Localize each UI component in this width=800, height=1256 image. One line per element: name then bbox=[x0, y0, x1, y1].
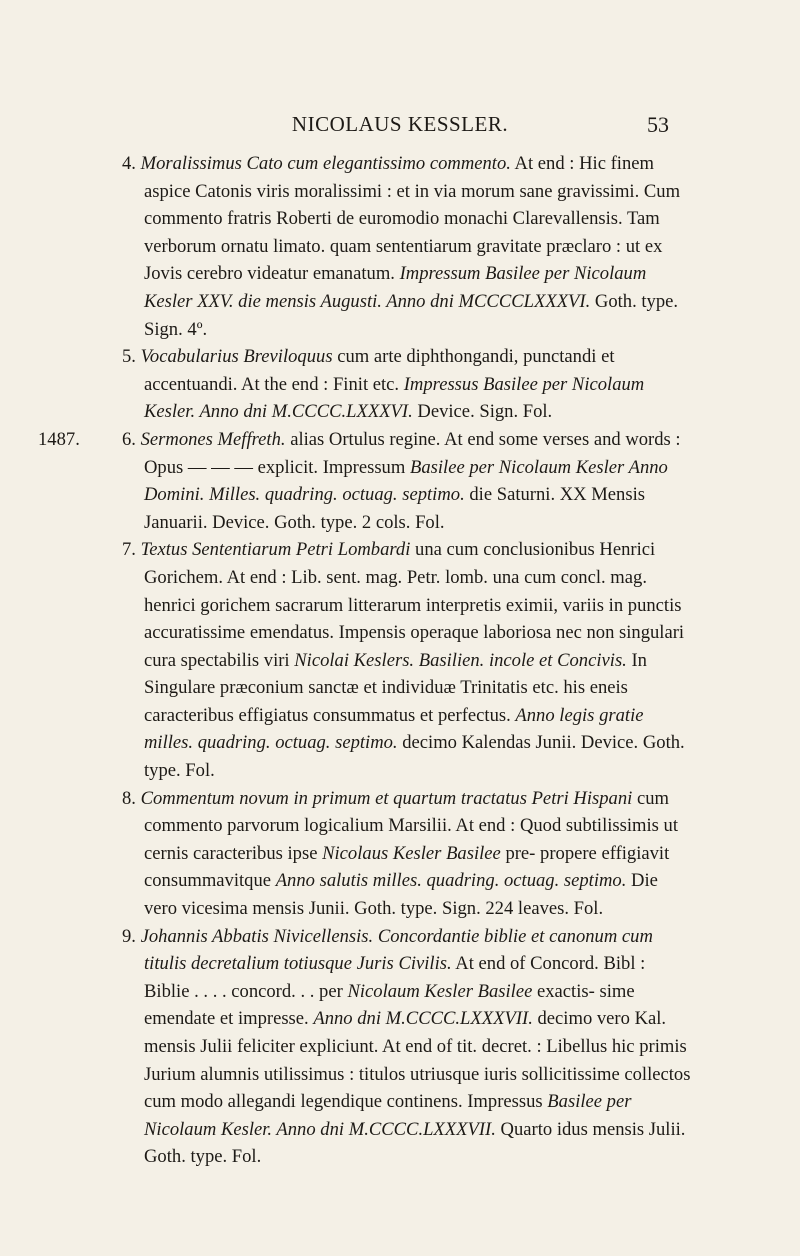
entry-list bbox=[38, 150, 694, 1171]
italic-text: Impressum Basilee per Nicolaum Kesler XXV. die mensis Augusti. Anno dni MCCCCLXXXVI. bbox=[144, 263, 647, 312]
italic-text: Nicolaum Kesler Basilee bbox=[347, 980, 533, 1002]
roman-text: pre- propere effigiavit consummavitque bbox=[144, 842, 670, 892]
italic-text: Basilee per Nicolaum Kesler Anno Domini. Milles. quadring. octuag. septimo. bbox=[144, 456, 668, 506]
roman-text: cum commento parvorum logicalium Marsilii. At end : Quod subtilissimis ut cernis caracteribus ipse bbox=[144, 787, 679, 864]
entry-number: 8. bbox=[122, 787, 136, 809]
catalogue-entry bbox=[38, 426, 694, 536]
running-title: NICOLAUS KESSLER. bbox=[291, 112, 509, 136]
italic-text: Textus Sententiarum Petri Lombardi bbox=[140, 539, 411, 561]
roman-text: In Singulare præconium sanctæ et individuæ Trinitatis etc. his eneis caracteribus effigiatus consummatus et perfectus. bbox=[144, 649, 647, 726]
roman-text: Die vero vicesima mensis Junii. Goth. type. Sign. 224 leaves. Fol. bbox=[144, 870, 658, 920]
roman-text: cum arte diphthongandi, punctandi et accentuandi. At the end : Finit etc. bbox=[144, 346, 615, 395]
roman-text: decimo vero Kal. mensis Julii feliciter expliciunt. At end of tit. decret. : Libellus hic primis Jurium alumnis utilissimus : titulos utriusque iuris sollicitissime collectos cum modo allegandi legendique continens. Impressus bbox=[144, 1008, 691, 1113]
italic-text: Johannis Abbatis Nivicellensis. Concordantie biblie et canonum cum titulis decretalium totiusque Juris Civilis. bbox=[140, 925, 653, 975]
italic-text: Commentum novum in primum et quartum tractatus Petri Hispani bbox=[140, 787, 633, 809]
page-number: 53 bbox=[647, 112, 669, 137]
entry-number: 9. bbox=[122, 925, 136, 947]
roman-text: Quarto idus mensis Julii. Goth. type. Fol. bbox=[144, 1118, 686, 1168]
italic-text: Anno salutis milles. quadring. octuag. septimo. bbox=[275, 870, 627, 892]
italic-text: Anno legis gratie milles. quadring. octuag. septimo. bbox=[144, 704, 644, 754]
italic-text: Nicolaus Kesler Basilee bbox=[322, 842, 501, 864]
entry-number: 6. bbox=[122, 428, 136, 450]
catalogue-entry bbox=[122, 536, 694, 784]
roman-text: Device. Sign. Fol. bbox=[412, 401, 553, 423]
italic-text: Moralissimus Cato cum elegantissimo commento. bbox=[140, 153, 511, 174]
margin-year: 1487. bbox=[38, 428, 80, 450]
roman-text: Goth. type. Sign. 4º. bbox=[144, 290, 679, 340]
roman-text: At end of Concord. Bibl : Biblie . . . . concord. . . per bbox=[144, 953, 646, 1002]
italic-text: Anno dni M.CCCC.LXXXVII. bbox=[313, 1008, 533, 1030]
roman-text: decimo Kalendas Junii. Device. Goth. type. Fol. bbox=[144, 732, 685, 782]
italic-text: Basilee per Nicolaum Kesler. Anno dni M.CCCC.LXXXVII. bbox=[144, 1091, 632, 1140]
roman-text: At end : Hic finem aspice Catonis viris moralissimi : et in via morum sane gravissimi. Cum commento fratris Roberti de euromodio monachi Clarevallensis. Tam verborum ornatu limato. quam sententiarum gravitate præclaro : ut ex Jovis cerebro videatur emanatum. bbox=[144, 153, 681, 285]
roman-text: exactis- sime emendate et impresse. bbox=[144, 980, 635, 1030]
italic-text: Vocabularius Breviloquus bbox=[140, 346, 333, 368]
italic-text: Impressus Basilee per Nicolaum Kesler. Anno dni M.CCCC.LXXXVI. bbox=[144, 373, 645, 423]
running-head bbox=[0, 112, 800, 142]
catalogue-entry bbox=[122, 923, 694, 1171]
roman-text: die Saturni. XX Mensis Januarii. Device. Goth. type. 2 cols. Fol. bbox=[144, 484, 645, 533]
entry-number: 5. bbox=[122, 346, 136, 368]
catalogue-entry bbox=[122, 343, 694, 426]
italic-text: Nicolai Keslers. Basilien. incole et Concivis. bbox=[294, 649, 627, 671]
catalogue-entry bbox=[122, 150, 694, 343]
entry-number: 4. bbox=[122, 153, 136, 174]
roman-text: una cum conclusionibus Henrici Gorichem. At end : Lib. sent. mag. Petr. lomb. una cum concl. mag. henrici gorichem sacrarum litterarum interpretis eximii, variis in punctis accuratissime emendatus. Impensis operaque laboriosa nec non singulari cura spectabilis viri bbox=[144, 539, 685, 671]
italic-text: Sermones Meffreth. bbox=[140, 428, 286, 450]
entry-number: 7. bbox=[122, 539, 136, 561]
roman-text: alias Ortulus regine. At end some verses and words : Opus — — — explicit. Impressum bbox=[144, 428, 681, 478]
catalogue-entry bbox=[122, 785, 694, 923]
